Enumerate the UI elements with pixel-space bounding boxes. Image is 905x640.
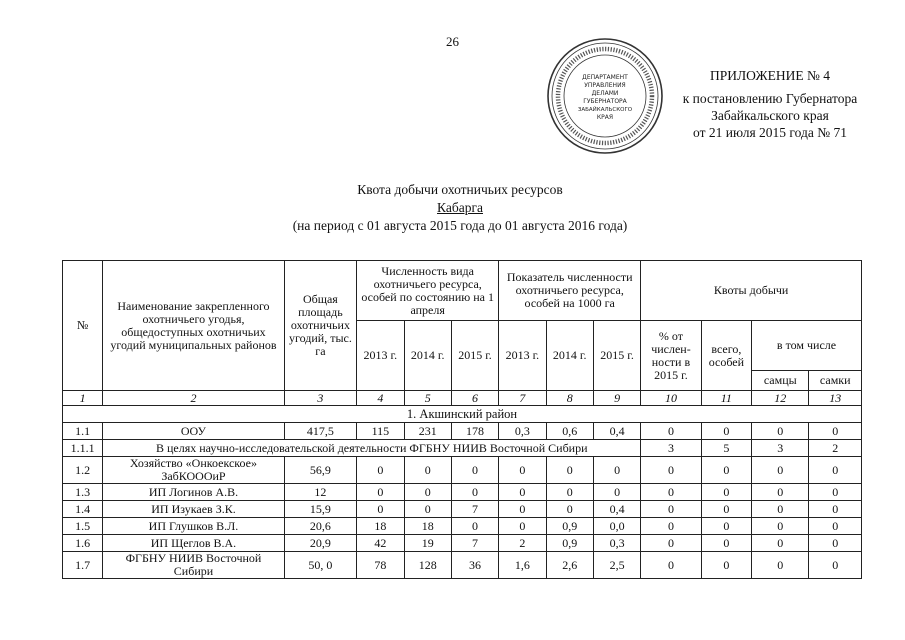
header-density-2015: 2015 г. <box>593 321 640 391</box>
row-percent: 0 <box>641 457 701 484</box>
svg-text:КРАЯ: КРАЯ <box>596 114 614 121</box>
row-number: 1.1.1 <box>63 440 103 457</box>
row-total: 0 <box>701 501 751 518</box>
period-line: (на период с 01 августа 2015 года до 01 августа 2016 года) <box>292 218 628 233</box>
column-number: 9 <box>593 391 640 406</box>
table-row <box>63 440 862 457</box>
row-males: 0 <box>752 552 809 579</box>
row-density-2014: 0,9 <box>546 535 593 552</box>
svg-text:ЗАБАЙКАЛЬСКОГО: ЗАБАЙКАЛЬСКОГО <box>577 107 633 113</box>
row-percent: 0 <box>641 518 701 535</box>
header-name: Наименование закрепленного охотничьего угодья, общедоступных охотничьих угодий муниципальных районов <box>103 261 284 391</box>
row-density-2013: 0 <box>499 457 546 484</box>
column-number: 5 <box>404 391 451 406</box>
row-pop-2014: 0 <box>404 501 451 518</box>
section-heading: 1. Акшинский район <box>63 406 862 423</box>
row-name: ООУ <box>103 423 284 440</box>
row-pop-2013: 0 <box>357 484 404 501</box>
column-number: 3 <box>284 391 357 406</box>
appendix-line-3: от 21 июля 2015 года № 71 <box>693 125 847 140</box>
svg-text:УПРАВЛЕНИЯ: УПРАВЛЕНИЯ <box>584 82 626 89</box>
row-name: ИП Щеглов В.А. <box>103 535 284 552</box>
row-pop-2013: 0 <box>357 501 404 518</box>
column-number: 6 <box>451 391 498 406</box>
table-row <box>63 552 862 579</box>
row-females: 0 <box>809 457 862 484</box>
row-density-2014: 0,9 <box>546 518 593 535</box>
row-density-2013: 0 <box>499 484 546 501</box>
row-density-2015: 0,3 <box>593 535 640 552</box>
row-percent: 0 <box>641 501 701 518</box>
row-pop-2014: 19 <box>404 535 451 552</box>
row-name: ИП Глушков В.Л. <box>103 518 284 535</box>
row-females: 0 <box>809 518 862 535</box>
row-area: 12 <box>284 484 357 501</box>
row-females: 0 <box>809 484 862 501</box>
row-pop-2014: 18 <box>404 518 451 535</box>
row-pop-2014: 128 <box>404 552 451 579</box>
header-density: Показатель численности охотничьего ресурса, особей на 1000 га <box>499 261 641 321</box>
row-density-2013: 0 <box>499 518 546 535</box>
column-number: 4 <box>357 391 404 406</box>
svg-text:ДЕПАРТАМЕНТ: ДЕПАРТАМЕНТ <box>582 74 628 81</box>
header-percent: % от числен-ности в 2015 г. <box>641 321 701 391</box>
header-females: самки <box>809 371 862 391</box>
species-name: Кабарга <box>437 200 483 215</box>
row-percent: 0 <box>641 484 701 501</box>
row-pop-2015: 0 <box>451 457 498 484</box>
row-area: 20,6 <box>284 518 357 535</box>
row-density-2013: 2 <box>499 535 546 552</box>
header-density-2013: 2013 г. <box>499 321 546 391</box>
row-number: 1.6 <box>63 535 103 552</box>
row-males: 0 <box>752 518 809 535</box>
row-males: 0 <box>752 423 809 440</box>
quota-table <box>62 260 862 579</box>
row-density-2015: 0 <box>593 484 640 501</box>
row-total: 0 <box>701 518 751 535</box>
row-pop-2015: 0 <box>451 518 498 535</box>
row-area: 50, 0 <box>284 552 357 579</box>
row-density-2015: 2,5 <box>593 552 640 579</box>
row-pop-2015: 7 <box>451 501 498 518</box>
row-pop-2013: 42 <box>357 535 404 552</box>
column-number: 7 <box>499 391 546 406</box>
row-females: 0 <box>809 552 862 579</box>
header-area: Общая площадь охотничьих угодий, тыс. га <box>284 261 357 391</box>
row-percent: 3 <box>641 440 701 457</box>
appendix-title: ПРИЛОЖЕНИЕ № 4 <box>709 68 831 83</box>
row-males: 3 <box>752 440 809 457</box>
title-line: Квота добычи охотничьих ресурсов <box>357 182 563 197</box>
table-row <box>63 535 862 552</box>
row-total: 0 <box>701 457 751 484</box>
row-pop-2014: 0 <box>404 457 451 484</box>
svg-text:ДЕЛАМИ: ДЕЛАМИ <box>591 90 619 97</box>
header-quotas: Квоты добычи <box>641 261 862 321</box>
row-density-2015: 0,0 <box>593 518 640 535</box>
row-pop-2014: 231 <box>404 423 451 440</box>
row-number: 1.2 <box>63 457 103 484</box>
row-density-2015: 0,4 <box>593 423 640 440</box>
document-title <box>200 181 720 235</box>
column-number: 10 <box>641 391 701 406</box>
header-density-2014: 2014 г. <box>546 321 593 391</box>
row-percent: 0 <box>641 552 701 579</box>
row-total: 5 <box>701 440 751 457</box>
row-number: 1.1 <box>63 423 103 440</box>
row-area: 417,5 <box>284 423 357 440</box>
appendix-line-1: к постановлению Губернатора <box>682 91 858 106</box>
row-area: 56,9 <box>284 457 357 484</box>
appendix-block <box>640 67 900 141</box>
column-number: 12 <box>752 391 809 406</box>
row-density-2013: 1,6 <box>499 552 546 579</box>
table-row <box>63 518 862 535</box>
row-number: 1.3 <box>63 484 103 501</box>
table-row <box>63 423 862 440</box>
row-density-2013: 0 <box>499 501 546 518</box>
row-name: Хозяйство «Онкоекское» ЗабКОООиР <box>103 457 284 484</box>
row-total: 0 <box>701 552 751 579</box>
row-density-2015: 0 <box>593 457 640 484</box>
row-pop-2015: 178 <box>451 423 498 440</box>
row-number: 1.5 <box>63 518 103 535</box>
column-number: 1 <box>63 391 103 406</box>
row-name: ФГБНУ НИИВ Восточной Сибири <box>103 552 284 579</box>
header-including: в том числе <box>752 321 862 371</box>
row-males: 0 <box>752 535 809 552</box>
table-row <box>63 501 862 518</box>
row-number: 1.7 <box>63 552 103 579</box>
row-pop-2015: 7 <box>451 535 498 552</box>
header-total: всего, особей <box>701 321 751 391</box>
header-pop-2013: 2013 г. <box>357 321 404 391</box>
row-pop-2014: 0 <box>404 484 451 501</box>
row-area: 15,9 <box>284 501 357 518</box>
row-total: 0 <box>701 423 751 440</box>
row-density-2014: 0 <box>546 484 593 501</box>
row-females: 0 <box>809 501 862 518</box>
row-density-2014: 0 <box>546 501 593 518</box>
row-pop-2013: 115 <box>357 423 404 440</box>
row-males: 0 <box>752 457 809 484</box>
header-pop-2014: 2014 г. <box>404 321 451 391</box>
column-number: 11 <box>701 391 751 406</box>
page-number: 26 <box>446 34 459 49</box>
column-numbers-row <box>63 391 862 406</box>
table-row <box>63 457 862 484</box>
svg-text:ГУБЕРНАТОРА: ГУБЕРНАТОРА <box>583 98 627 105</box>
column-number: 8 <box>546 391 593 406</box>
row-pop-2013: 18 <box>357 518 404 535</box>
row-percent: 0 <box>641 423 701 440</box>
row-density-2014: 0 <box>546 457 593 484</box>
column-number: 2 <box>103 391 284 406</box>
row-total: 0 <box>701 535 751 552</box>
row-density-2014: 2,6 <box>546 552 593 579</box>
row-name: ИП Логинов А.В. <box>103 484 284 501</box>
row-pop-2013: 0 <box>357 457 404 484</box>
row-density-2014: 0,6 <box>546 423 593 440</box>
header-males: самцы <box>752 371 809 391</box>
row-name: ИП Изукаев З.К. <box>103 501 284 518</box>
column-number: 13 <box>809 391 862 406</box>
row-density-2015: 0,4 <box>593 501 640 518</box>
row-name: В целях научно-исследовательской деятельности ФГБНУ НИИВ Восточной Сибири <box>103 440 641 457</box>
row-males: 0 <box>752 501 809 518</box>
row-females: 0 <box>809 423 862 440</box>
row-males: 0 <box>752 484 809 501</box>
row-females: 0 <box>809 535 862 552</box>
row-pop-2015: 36 <box>451 552 498 579</box>
row-females: 2 <box>809 440 862 457</box>
header-number: № <box>63 261 103 391</box>
header-pop-2015: 2015 г. <box>451 321 498 391</box>
row-percent: 0 <box>641 535 701 552</box>
row-pop-2015: 0 <box>451 484 498 501</box>
row-pop-2013: 78 <box>357 552 404 579</box>
table-row <box>63 484 862 501</box>
header-population: Численность вида охотничьего ресурса, особей по состоянию на 1 апреля <box>357 261 499 321</box>
row-density-2013: 0,3 <box>499 423 546 440</box>
row-number: 1.4 <box>63 501 103 518</box>
appendix-line-2: Забайкальского края <box>711 108 829 123</box>
row-total: 0 <box>701 484 751 501</box>
row-area: 20,9 <box>284 535 357 552</box>
